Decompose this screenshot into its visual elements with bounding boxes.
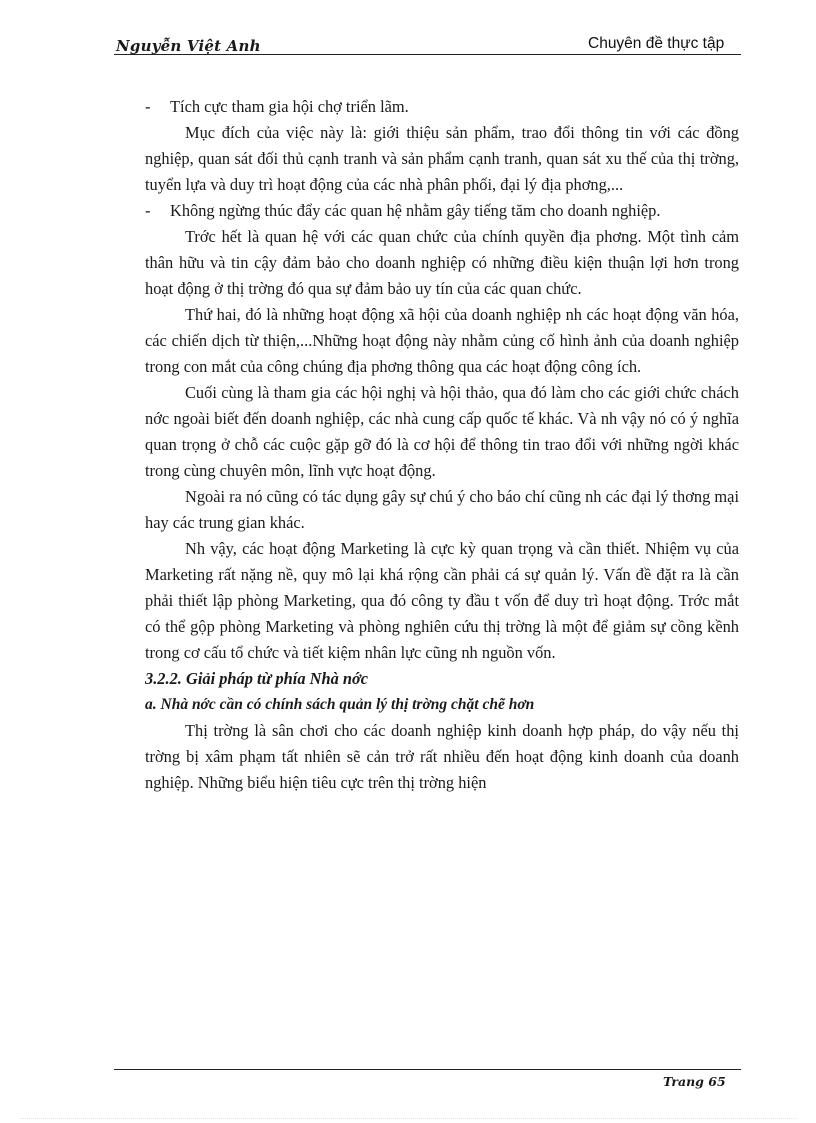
header-author: Nguyễn Việt Anh (116, 37, 261, 55)
bullet-text: Không ngừng thúc đẩy các quan hệ nhằm gây tiếng tăm cho doanh nghiệp. (170, 201, 661, 220)
sub-heading: a. Nhà nớc cần có chính sách quản lý thị trờng chặt chẽ hơn (145, 696, 535, 713)
bullet-dash: - (145, 201, 151, 220)
paragraph-officials: Trớc hết là quan hệ với các quan chức của chính quyền địa phơng. Một tình cảm thân hữu và tin cậy đảm bảo cho doanh nghiệp có những điều kiện thuận lợi hơn trong hoạt động ở thị trờng đó qua sự đảm bảo uy tín của các quan chức. (145, 227, 739, 298)
bullet-text: Tích cực tham gia hội chợ triển lãm. (170, 97, 409, 116)
paragraph-purpose: Mục đích của việc này là: giới thiệu sản phẩm, trao đổi thông tin với các đồng nghiệp, quan sát đối thủ cạnh tranh và sản phẩm cạnh tranh, quan sát xu thế của thị trờng, tuyển lựa và duy trì hoạt động của các nhà phân phối, đại lý địa phơng,... (145, 123, 739, 194)
paragraph-social-activities: Thứ hai, đó là những hoạt động xã hội của doanh nghiệp nh các hoạt động văn hóa, các chiến dịch từ thiện,...Những hoạt động này nhằm củng cố hình ảnh của doanh nghiệp trong con mắt của công chúng địa phơng thông qua các hoạt động công ích. (145, 305, 739, 376)
bullet-item-trade-fair (145, 94, 739, 120)
section-heading: 3.2.2. Giải pháp từ phía Nhà nớc (145, 669, 369, 688)
paragraph-conferences: Cuối cùng là tham gia các hội nghị và hội thảo, qua đó làm cho các giới chức chách nớc ngoài biết đến doanh nghiệp, các nhà cung cấp quốc tế khác. Và nh vậy nó có ý nghĩa quan trọng ở chỗ các cuộc gặp gỡ đó là cơ hội để thông tin trao đổi với những ngời khác trong cùng chuyên môn, lĩnh vực hoạt động. (145, 383, 739, 480)
paragraph-market: Thị trờng là sân chơi cho các doanh nghiệp kinh doanh hợp pháp, do vậy nếu thị trờng bị xâm phạm tất nhiên sẽ cản trở rất nhiều đến hoạt động kinh doanh của doanh nghiệp. Những biểu hiện tiêu cực trên thị trờng hiện (145, 721, 739, 792)
page-number: Trang 65 (663, 1074, 726, 1089)
paragraph-marketing-summary: Nh vậy, các hoạt động Marketing là cực kỳ quan trọng và cần thiết. Nhiệm vụ của Marketing rất nặng nề, quy mô lại khá rộng cần phải cá sự quản lý. Vấn đề đặt ra là cần phải thiết lập phòng Marketing, qua đó công ty đầu t vốn để duy trì hoạt động. Trớc mắt có thể gộp phòng Marketing và phòng nghiên cứu thị trờng là một để giảm sự cồng kềnh trong cơ cấu tổ chức và tiết kiệm nhân lực cũng nh nguồn vốn. (145, 539, 739, 662)
document-body (145, 94, 739, 796)
paragraph-press: Ngoài ra nó cũng có tác dụng gây sự chú ý cho báo chí cũng nh các đại lý thơng mại hay các trung gian khác. (145, 487, 739, 532)
footer-rule (114, 1069, 741, 1070)
bullet-dash: - (145, 97, 151, 116)
bullet-item-relations (145, 198, 739, 224)
page-edge-divider (20, 1118, 796, 1119)
header-rule (114, 54, 741, 55)
header-title: Chuyên đề thực tập (588, 35, 725, 52)
